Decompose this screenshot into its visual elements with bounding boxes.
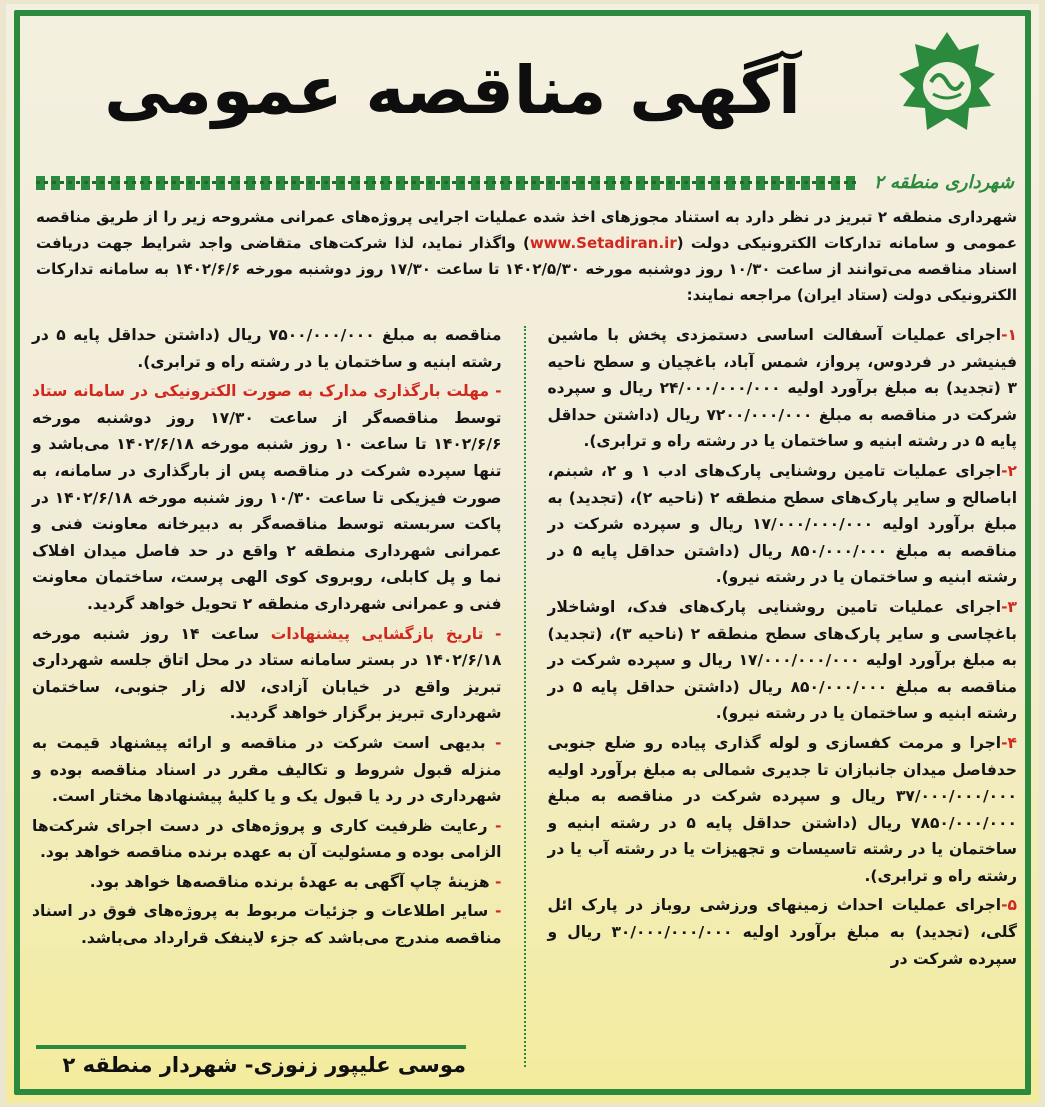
setadiran-link[interactable]: www.Setadiran.ir bbox=[529, 234, 677, 252]
note-text: بدیهی است شرکت در مناقصه و ارائه پیشنهاد قیمت به منزله قبول شروط و تکالیف مقرر در اسناد مناقصه بوده و شهرداری در رد یا قبول یک و یا کلیهٔ پیشنهادها مختار است. bbox=[32, 733, 502, 806]
opening-text: ساعت ۱۴ روز شنبه مورخه ۱۴۰۲/۶/۱۸ در بستر سامانه ستاد در محل اتاق جلسه شهرداری تبریز واقع در خیابان آزادی، لاله زار جنوبی، ساختمان شهرداری تبریز برگزار خواهد گردید. bbox=[32, 624, 502, 723]
note-text: رعایت ظرفیت کاری و پروژه‌های در دست اجرای شرکت‌ها الزامی بوده و مسئولیت آن به عهده برنده مناقصه خواهد بود. bbox=[32, 816, 502, 862]
signature-footer bbox=[36, 1045, 466, 1089]
note-bullet: - bbox=[485, 733, 502, 752]
note-bullet: - bbox=[489, 872, 502, 891]
header-divider bbox=[36, 176, 859, 190]
notice-header bbox=[36, 24, 1019, 193]
item-text: اجرای عملیات تامین روشنایی پارک‌های ادب ۱ و ۲، شبنم، اباصالح و سایر پارک‌های سطح منطقه ۲ (ناحیه ۲)، (تجدید) به مبلغ برآورد اولیه ۱۷/۰۰۰/۰۰۰/۰۰۰ ریال و سپرده شرکت در مناقصه به مبلغ ۸۵۰/۰۰۰/۰۰۰ ریال (داشتن حداقل پایه ۵ در رشته ابنیه و ساختمان یا در رشته نیرو). bbox=[547, 461, 1018, 587]
item-number: ۱- bbox=[1001, 326, 1017, 344]
intro-text-1: شهرداری منطقه ۲ تبریز در نظر دارد به استناد مجوزهای اخذ شده عملیات اجرایی پروژه‌های عمرانی مشروحه زیر را از طریق مناقصه عمومی و سامانه تدارکات الکترونیکی دولت ( bbox=[36, 208, 1017, 252]
note-item bbox=[32, 869, 502, 896]
upload-deadline bbox=[32, 378, 502, 617]
notice-columns bbox=[32, 322, 1017, 1067]
item-number: ۲- bbox=[1001, 461, 1017, 480]
opening-date bbox=[32, 621, 502, 727]
intro-paragraph bbox=[36, 204, 1017, 308]
opening-heading: - تاریخ بازگشایی پیشنهادات bbox=[270, 624, 502, 643]
item-text: اجرا و مرمت کفسازی و لوله گذاری پیاده رو ضلع جنوبی حدفاصل میدان جانبازان تا جدیری شمالی به مبلغ برآورد اولیه ۳۷/۰۰۰/۰۰۰/۰۰۰ ریال و سپرده شرکت در مناقصه به مبلغ ۷۸۵۰/۰۰۰/۰۰۰ ریال (داشتن حداقل پایه ۵ در رشته ابنیه و ساختمان یا در رشته تاسیسات و تجهیزات یا در رشته آب یا در رشته راه و ترابری). bbox=[547, 733, 1017, 885]
item-number: ۴- bbox=[1001, 733, 1017, 752]
note-text: سایر اطلاعات و جزئیات مربوط به پروژه‌های فوق در اسناد مناقصه مندرج می‌باشد که جزء لاینفک قرارداد می‌باشد. bbox=[32, 902, 502, 948]
note-bullet: - bbox=[488, 902, 502, 921]
upload-heading: - مهلت بارگذاری مدارک به صورت الکترونیکی در سامانه ستاد bbox=[32, 382, 502, 401]
item-text: اجرای عملیات آسفالت اساسی دستمزدی پخش با ماشین فینیشر در فردوس، پرواز، شمس آباد، باغچیان و سطح ناحیه ۳ (تجدید) به مبلغ برآورد اولیه ۲۴/۰۰۰/۰۰۰/۰۰۰ ریال و سپرده شرکت در مناقصه به مبلغ ۷۲۰۰/۰۰۰/۰۰۰ ریال (داشتن حداقل پایه ۵ در رشته ابنیه و ساختمان یا در رشته راه و ترابری). bbox=[547, 326, 1017, 451]
item-text: اجرای عملیات تامین روشنایی پارک‌های فدک، اوشاخلار باغچاسی و سایر پارک‌های سطح منطقه ۲ (ناحیه ۳)، (تجدید) به مبلغ برآورد اولیه ۱۷/۰۰۰/۰۰۰/۰۰۰ ریال و سپرده شرکت در مناقصه به مبلغ ۸۵۰/۰۰۰/۰۰۰ ریال (داشتن حداقل پایه ۵ در رشته ابنیه و ساختمان یا در رشته نیرو). bbox=[547, 597, 1017, 723]
intro-text-2: ) واگذار نماید، لذا شرکت‌های متقاضی واجد شرایط جهت دریافت اسناد مناقصه می‌توانند از ساعت ۱۰/۳۰ روز دوشنبه مورخه ۱۴۰۲/۵/۳۰ تا ساعت ۱۷/۳۰ روز دوشنبه مورخه ۱۴۰۲/۶/۶ به سامانه تدارکات الکترونیکی دولت (ستاد ایران) مراجعه نمایند: bbox=[36, 234, 1017, 304]
conditions-column bbox=[32, 322, 502, 1067]
municipality-logo-icon bbox=[887, 26, 1007, 176]
note-item bbox=[32, 730, 502, 810]
logo-caption: شهرداری منطقه ۲ bbox=[874, 172, 1014, 193]
column-separator bbox=[524, 326, 526, 1067]
item-number: ۵- bbox=[1001, 896, 1017, 915]
note-bullet: - bbox=[487, 816, 502, 835]
project-item bbox=[548, 594, 1018, 727]
projects-column bbox=[548, 322, 1018, 1067]
project-item bbox=[548, 730, 1018, 890]
item-5-continuation: مناقصه به مبلغ ۷۵۰۰/۰۰۰/۰۰۰ ریال (داشتن حداقل پایه ۵ در رشته ابنیه و ساختمان یا در رشته راه و ترابری). bbox=[32, 326, 502, 371]
note-text: هزینهٔ چاپ آگهی به عهدهٔ برنده مناقصه‌ها خواهد بود. bbox=[89, 872, 490, 891]
item-text: اجرای عملیات احداث زمینهای ورزشی روباز در پارک ائل گلی، (تجدید) به مبلغ برآورد اولیه ۳۰/۰۰۰/۰۰۰/۰۰۰ ریال و سپرده شرکت در bbox=[547, 896, 1017, 968]
upload-text: توسط مناقصه‌گر از ساعت ۱۷/۳۰ روز دوشنبه مورخه ۱۴۰۲/۶/۶ تا ساعت ۱۰ روز شنبه مورخه ۱۴۰۲/۶/۱۸ می‌باشد و تنها سپرده شرکت در مناقصه پس از بارگذاری در سامانه، به صورت فیزیکی تا ساعت ۱۰/۳۰ روز شنبه مورخه ۱۴۰۲/۶/۱۸ در پاکت سربسته توسط مناقصه‌گر به دبیرخانه معاونت فنی و عمرانی شهرداری منطقه ۲ واقع در حد فاصل میدان افلاک نما و پل کابلی، روبروی کوی الهی پرست، ساختمان معاونت فنی و عمرانی شهرداری منطقه ۲ تحویل خواهد گردید. bbox=[32, 408, 502, 613]
note-item bbox=[32, 898, 502, 951]
notice-page bbox=[6, 4, 1039, 1103]
project-item bbox=[548, 458, 1018, 591]
notice-title: آگهی مناقصه عمومی bbox=[104, 52, 801, 129]
note-item bbox=[32, 813, 502, 866]
project-item bbox=[548, 892, 1018, 972]
project-item bbox=[548, 322, 1018, 455]
mayor-signature: موسی علیپور زنوزی- شهردار منطقه ۲ bbox=[62, 1053, 466, 1077]
item-number: ۳- bbox=[1001, 597, 1017, 616]
